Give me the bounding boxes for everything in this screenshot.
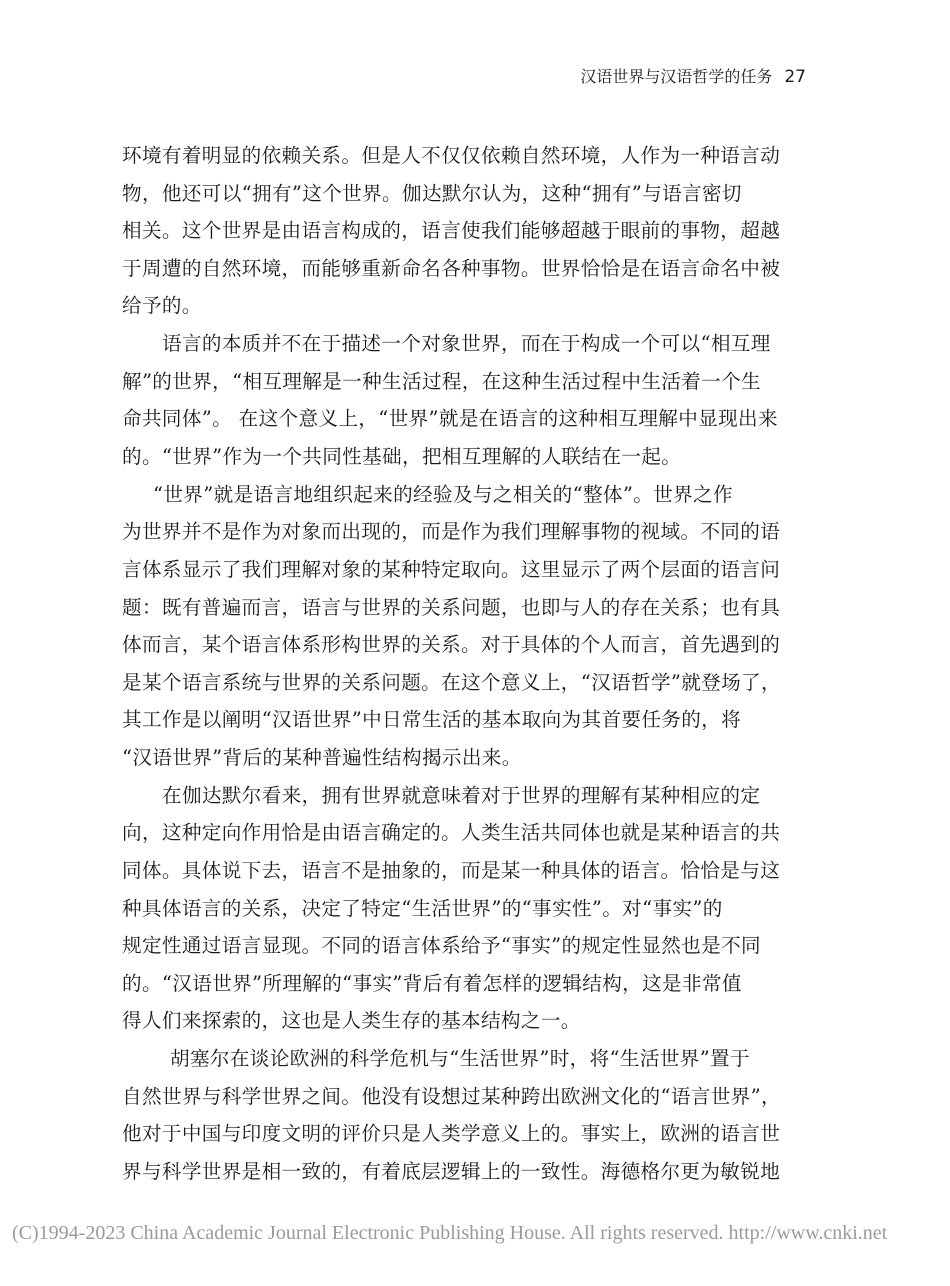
text-line: 解”的世界，“相互理解是一种生活过程，在这种生活过程中生活着一个生 (122, 370, 761, 393)
text-line: 给予的。 (122, 294, 202, 317)
text-line: 是某个语言系统与世界的关系问题。在这个意义上，“汉语哲学”就登场了， (122, 671, 781, 694)
text-line: 题：既有普遍而言，语言与世界的关系问题，也即与人的存在关系；也有具 (122, 596, 781, 619)
text-line: 的。“世界”作为一个共同性基础，把相互理解的人联结在一起。 (122, 445, 682, 468)
running-header (580, 64, 806, 87)
text-line: 体而言，某个语言体系形构世界的关系。对于具体的个人而言，首先遇到的 (122, 633, 781, 656)
text-line: 自然世界与科学世界之间。他没有设想过某种跨出欧洲文化的“语言世界”， (122, 1085, 781, 1108)
text-line: 环境有着明显的依赖关系。但是人不仅仅依赖自然环境，人作为一种语言动 (122, 144, 781, 167)
text-line: 命共同体”。 在这个意义上，“世界”就是在语言的这种相互理解中显现出来 (122, 407, 778, 430)
paragraph-first-line: 语言的本质并不在于描述一个对象世界，而在于构成一个可以“相互理 (162, 332, 771, 355)
text-line: 向，这种定向作用恰是由语言确定的。人类生活共同体也就是某种语言的共 (122, 821, 781, 844)
text-line: 物，他还可以“拥有”这个世界。伽达默尔认为，这种“拥有”与语言密切 (122, 182, 742, 205)
text-line: 言体系显示了我们理解对象的某种特定取向。这里显示了两个层面的语言问 (122, 558, 781, 581)
text-line: 同体。具体说下去，语言不是抽象的，而是某一种具体的语言。恰恰是与这 (122, 859, 781, 882)
text-line: 其工作是以阐明“汉语世界”中日常生活的基本取向为其首要任务的，将 (122, 708, 742, 731)
copyright-watermark: (C)1994-2023 China Academic Journal Electronic Publishing House. All rights reserved. http://www.cnki.net (12, 1222, 888, 1244)
text-line: 种具体语言的关系，决定了特定“生活世界”的“事实性”。对“事实”的 (122, 897, 723, 920)
text-line: 的。“汉语世界”所理解的“事实”背后有着怎样的逻辑结构，这是非常值 (122, 972, 742, 995)
text-line: 于周遭的自然环境，而能够重新命名各种事物。世界恰恰是在语言命名中被 (122, 257, 781, 280)
text-line: 相关。这个世界是由语言构成的，语言使我们能够超越于眼前的事物，超越 (122, 219, 781, 242)
text-line: 界与科学世界是相一致的，有着底层逻辑上的一致性。海德格尔更为敏锐地 (122, 1160, 781, 1183)
paragraph-first-line: 在伽达默尔看来，拥有世界就意味着对于世界的理解有某种相应的定 (162, 784, 761, 807)
text-line: 得人们来探索的，这也是人类生存的基本结构之一。 (122, 1009, 581, 1032)
paragraph-first-line: 胡塞尔在谈论欧洲的科学危机与“生活世界”时，将“生活世界”置于 (170, 1047, 750, 1070)
header-title: 汉语世界与汉语哲学的任务 (580, 67, 773, 86)
page-number: 27 (784, 67, 806, 87)
text-line: 他对于中国与印度文明的评价只是人类学意义上的。事实上，欧洲的语言世 (122, 1122, 781, 1145)
text-line: 为世界并不是作为对象而出现的，而是作为我们理解事物的视域。不同的语 (122, 520, 781, 543)
text-line: 规定性通过语言显现。不同的语言体系给予“事实”的规定性显然也是不同 (122, 934, 761, 957)
paragraph-first-line: “世界”就是语言地组织起来的经验及与之相关的“整体”。世界之作 (153, 483, 733, 506)
text-line: “汉语世界”背后的某种普遍性结构揭示出来。 (122, 746, 522, 769)
